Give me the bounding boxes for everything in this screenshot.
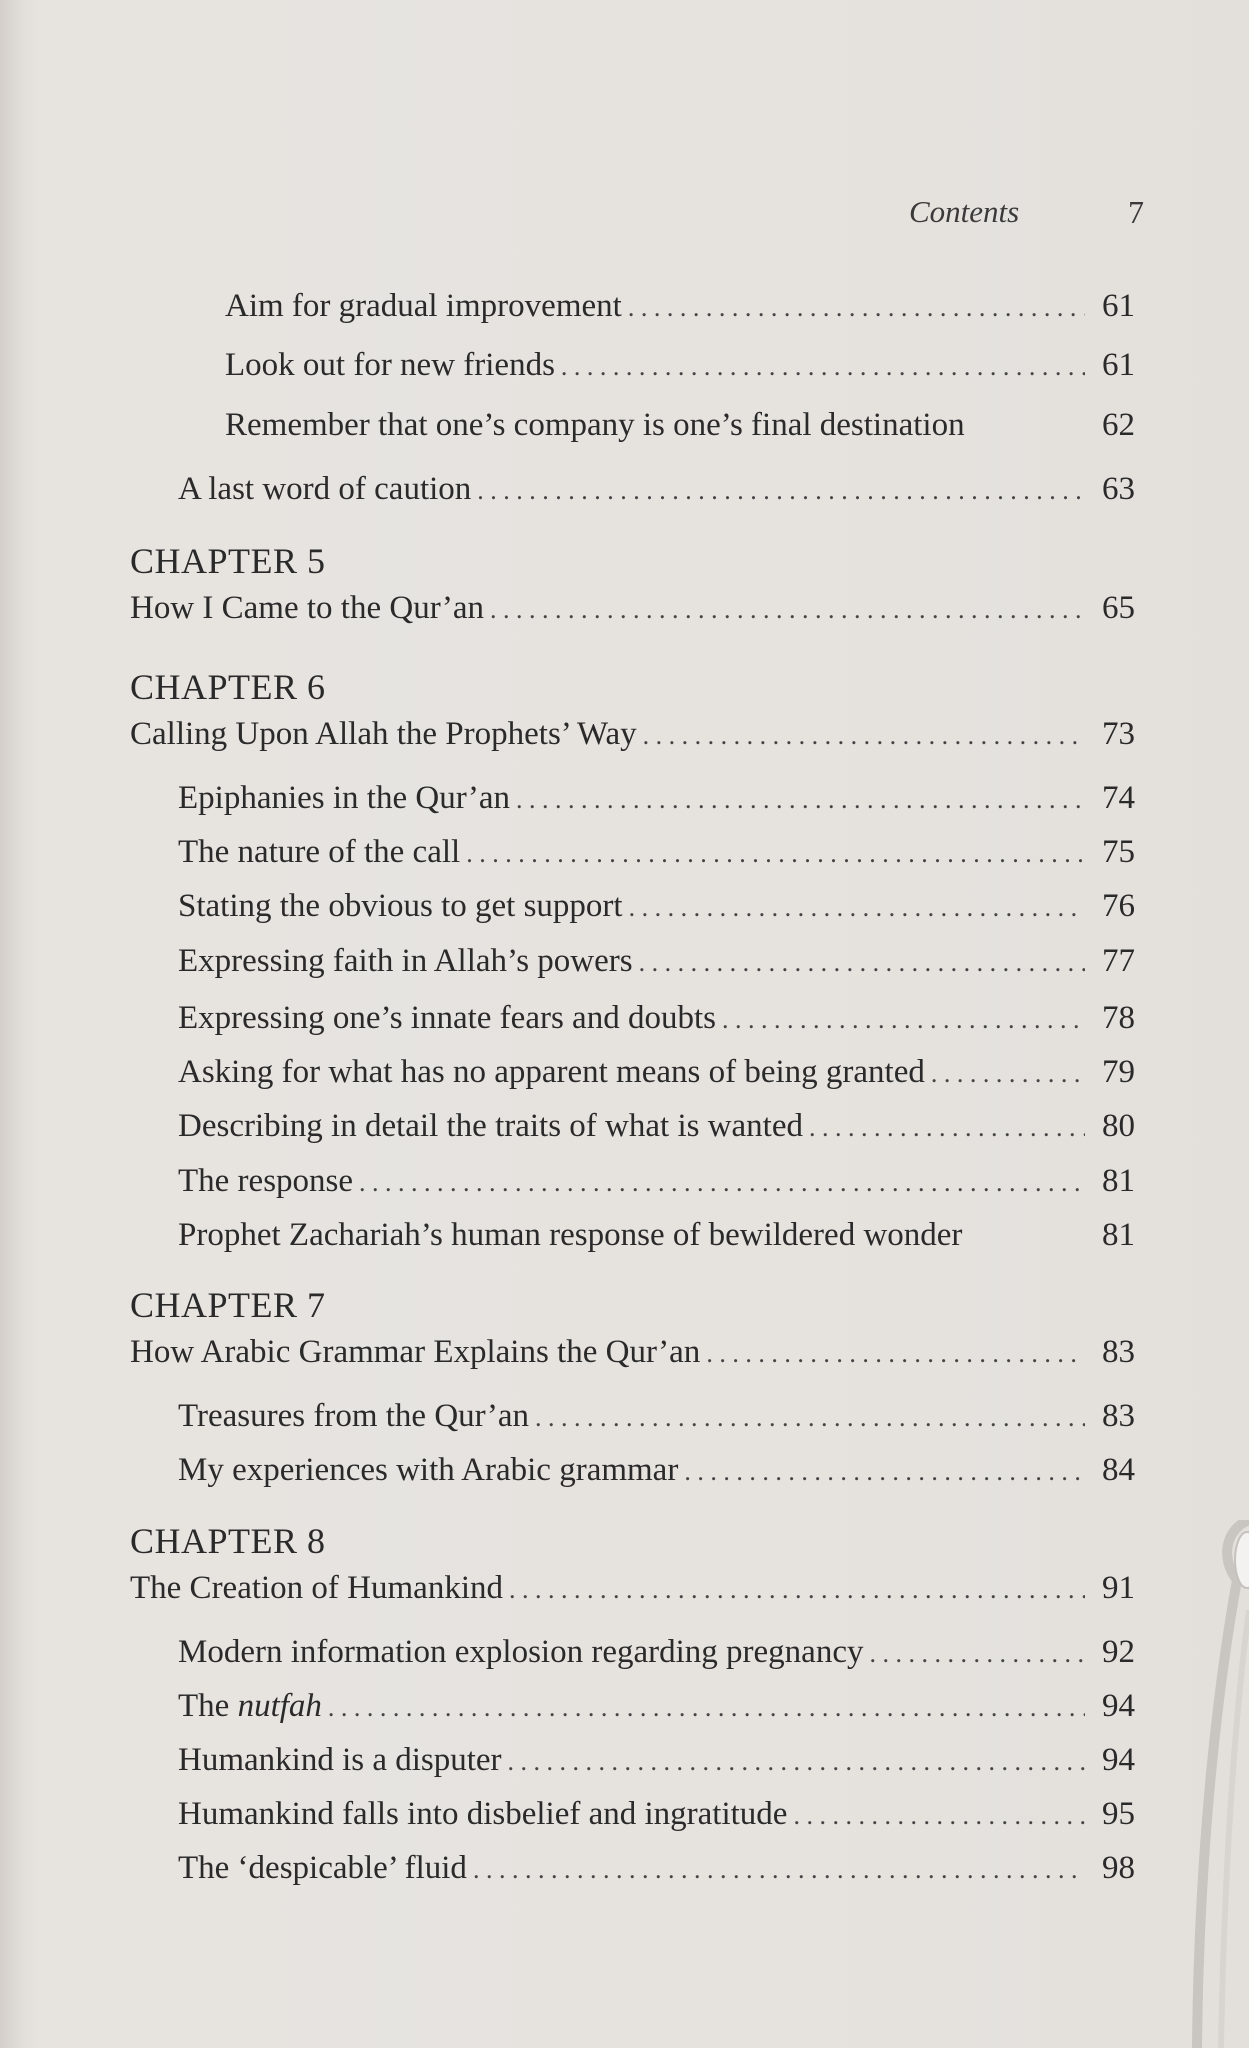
toc-entry[interactable] — [225, 407, 1135, 444]
dot-leader — [722, 1005, 1085, 1035]
page-clip-edge — [1129, 1520, 1249, 2048]
toc-entry-label: Remember that one’s company is one’s final destination — [225, 407, 965, 443]
page-gutter-edge — [0, 0, 24, 2048]
dot-leader — [509, 1575, 1085, 1605]
dot-leader — [809, 1113, 1085, 1143]
toc-entry-page: 62 — [1102, 407, 1135, 443]
toc-entry-label: Humankind is a disputer — [178, 1742, 502, 1778]
toc-entry-page: 92 — [1102, 1634, 1135, 1670]
toc-entry-page: 81 — [1102, 1217, 1135, 1253]
toc-entry-label: Aim for gradual improvement — [225, 288, 622, 324]
toc-entry-label: A last word of caution — [178, 471, 472, 507]
toc-entry-label: The nature of the call — [178, 834, 461, 870]
chapter-label: CHAPTER 7 — [130, 1285, 326, 1325]
toc-entry-page: 76 — [1102, 888, 1135, 924]
toc-entry-label: Describing in detail the traits of what is wanted — [178, 1108, 804, 1144]
toc-entry[interactable] — [178, 1452, 1135, 1489]
chapter-title: The Creation of Humankind — [130, 1570, 503, 1606]
dot-leader — [516, 785, 1085, 815]
toc-entry-page: 74 — [1102, 780, 1135, 816]
toc-entry[interactable] — [178, 1217, 1135, 1254]
toc-entry[interactable] — [178, 943, 1135, 980]
dot-leader — [328, 1693, 1085, 1723]
toc-entry-page: 75 — [1102, 834, 1135, 870]
toc-entry[interactable] — [178, 1634, 1135, 1671]
toc-entry-page: 81 — [1102, 1163, 1135, 1199]
toc-entry[interactable] — [225, 288, 1135, 325]
chapter-label: CHAPTER 8 — [130, 1521, 326, 1561]
page-number: 7 — [1128, 194, 1144, 230]
toc-entry-page: 80 — [1102, 1108, 1135, 1144]
dot-leader — [706, 1339, 1085, 1369]
toc-entry[interactable] — [178, 1688, 1135, 1725]
toc-entry[interactable] — [178, 1163, 1135, 1200]
dot-leader — [508, 1747, 1085, 1777]
chapter-title-entry[interactable] — [130, 716, 1135, 753]
running-head-title: Contents — [909, 194, 1020, 229]
chapter-label: CHAPTER 6 — [130, 667, 326, 707]
toc-entry-page: 94 — [1102, 1742, 1135, 1778]
toc-entry-label: Epiphanies in the Qur’an — [178, 780, 511, 816]
dot-leader — [639, 948, 1085, 978]
dot-leader — [561, 352, 1085, 382]
toc-entry-page: 77 — [1102, 943, 1135, 979]
toc-entry-page: 98 — [1102, 1850, 1135, 1886]
toc-entry-page: 83 — [1102, 1398, 1135, 1434]
chapter-label: CHAPTER 5 — [130, 541, 326, 581]
toc-entry-page: 95 — [1102, 1796, 1135, 1832]
toc-entry[interactable] — [178, 780, 1135, 817]
toc-entry-label: Modern information explosion regarding pregnancy — [178, 1634, 864, 1670]
dot-leader — [490, 595, 1085, 625]
chapter-title-entry[interactable] — [130, 1334, 1135, 1371]
toc-entry-label: Expressing one’s innate fears and doubts — [178, 1000, 716, 1036]
toc-entry[interactable] — [178, 1054, 1135, 1091]
toc-entry[interactable] — [178, 888, 1135, 925]
toc-entry-label: Expressing faith in Allah’s powers — [178, 943, 633, 979]
toc-entry[interactable] — [178, 471, 1135, 508]
toc-entry-label: Stating the obvious to get support — [178, 888, 623, 924]
toc-entry[interactable] — [178, 1850, 1135, 1887]
running-head — [0, 194, 1249, 234]
toc-entry[interactable] — [178, 1108, 1135, 1145]
toc-entry-label: The ‘despicable’ fluid — [178, 1850, 467, 1886]
dot-leader — [477, 476, 1085, 506]
dot-leader — [466, 839, 1085, 869]
dot-leader — [629, 893, 1085, 923]
toc-entry-page: 91 — [1102, 1570, 1135, 1606]
toc-entry-label: My experiences with Arabic grammar — [178, 1452, 679, 1488]
toc-entry[interactable] — [178, 1398, 1135, 1435]
dot-leader — [628, 293, 1085, 323]
toc-entry-page: 61 — [1102, 288, 1135, 324]
toc-entry-label — [178, 1688, 322, 1725]
toc-entry-label: Asking for what has no apparent means of being granted — [178, 1054, 925, 1090]
toc-entry[interactable] — [178, 834, 1135, 871]
toc-entry-page: 61 — [1102, 347, 1135, 383]
label-prefix: The — [178, 1688, 238, 1724]
dot-leader — [643, 721, 1085, 751]
toc-entry-label: Prophet Zachariah’s human response of bewildered wonder — [178, 1217, 963, 1253]
toc-entry-page: 65 — [1102, 590, 1135, 626]
label-italic-term: nutfah — [237, 1688, 322, 1724]
toc-entry-page: 73 — [1102, 716, 1135, 752]
dot-leader — [535, 1403, 1085, 1433]
toc-entry-page: 63 — [1102, 471, 1135, 507]
toc-entry-page: 94 — [1102, 1688, 1135, 1724]
chapter-title: How I Came to the Qur’an — [130, 590, 485, 626]
toc-entry[interactable] — [178, 1742, 1135, 1779]
toc-entry-label: Humankind falls into disbelief and ingratitude — [178, 1796, 788, 1832]
toc-entry-page: 83 — [1102, 1334, 1135, 1370]
dot-leader — [684, 1457, 1085, 1487]
toc-entry-page: 84 — [1102, 1452, 1135, 1488]
toc-entry-label: Look out for new friends — [225, 347, 555, 383]
toc-entry-label: The response — [178, 1163, 354, 1199]
chapter-title: Calling Upon Allah the Prophets’ Way — [130, 716, 637, 752]
dot-leader — [473, 1855, 1085, 1885]
toc-entry-label: Treasures from the Qur’an — [178, 1398, 529, 1434]
dot-leader — [869, 1639, 1085, 1669]
chapter-title: How Arabic Grammar Explains the Qur’an — [130, 1334, 701, 1370]
dot-leader — [931, 1059, 1085, 1089]
chapter-title-entry[interactable] — [130, 1570, 1135, 1607]
toc-entry[interactable] — [178, 1796, 1135, 1833]
dot-leader — [793, 1801, 1085, 1831]
dot-leader — [359, 1168, 1085, 1198]
chapter-title-entry[interactable] — [130, 590, 1135, 627]
toc-entry-page: 79 — [1102, 1054, 1135, 1090]
toc-entry-page: 78 — [1102, 1000, 1135, 1036]
toc-entry[interactable] — [178, 1000, 1135, 1037]
toc-entry[interactable] — [225, 347, 1135, 384]
